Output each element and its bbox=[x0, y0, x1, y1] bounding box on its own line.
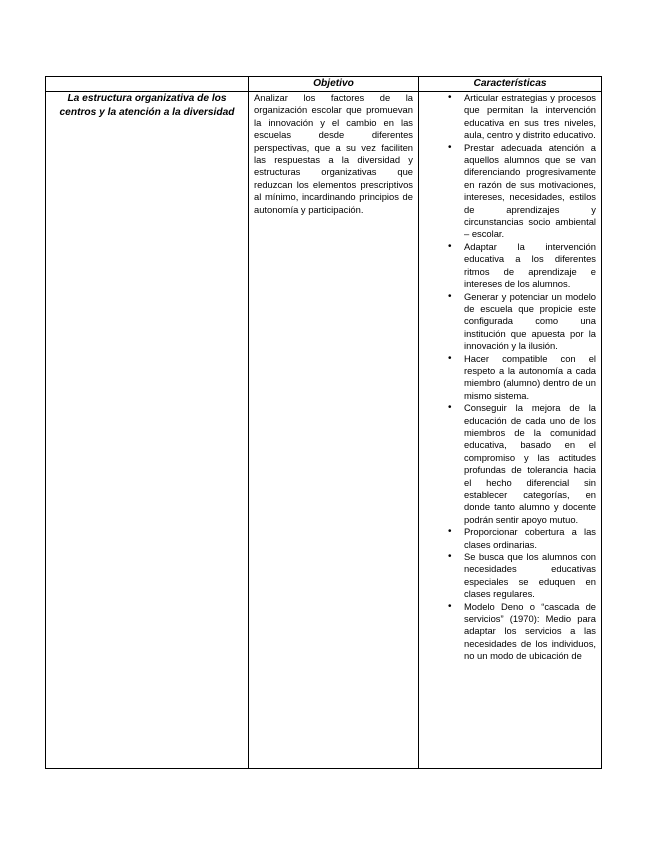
characteristics-list bbox=[424, 92, 596, 663]
list-item: • Hacer compatible con el respeto a la autonomía a cada miembro (alumno) dentro de un mismo sistema. bbox=[424, 353, 596, 403]
list-item: • Proporcionar cobertura a las clases ordinarias. bbox=[424, 526, 596, 551]
objective-cell: Analizar los factores de la organización escolar que promuevan la innovación y el cambio en las escuelas desde diferentes perspectivas, que a su vez faciliten las respuestas a la diversidad y estructuras organizativas que reduzcan los elementos prescriptivos al mínimo, incardinando principios de autonomía y participación. bbox=[249, 92, 419, 769]
list-item: • Prestar adecuada atención a aquellos alumnos que se van diferenciando progresivamente en razón de sus motivaciones, intereses, necesidades, estilos de aprendizajes y circunstancias socio ambiental – escolar. bbox=[424, 142, 596, 241]
characteristics-cell bbox=[419, 92, 602, 769]
document-table bbox=[45, 76, 602, 769]
list-item: • Articular estrategias y procesos que permitan la intervención educativa en sus tres niveles, aula, centro y distrito educativo. bbox=[424, 92, 596, 142]
list-item: • Conseguir la mejora de la educación de cada uno de los miembros de la comunidad educativa, basado en el compromiso y las actitudes profundas de tolerancia hacia el hecho diferencial sin establecer categorías, en donde tanto alumno y docente podrán sentir apoyo mutuo. bbox=[424, 402, 596, 526]
list-item: • Adaptar la intervención educativa a los diferentes ritmos de aprendizaje e intereses de los alumnos. bbox=[424, 241, 596, 291]
list-item: • Modelo Deno o “cascada de servicios” (1970): Medio para adaptar los servicios a las necesidades de los individuos, no un modo de ubicación de bbox=[424, 601, 596, 663]
list-item: • Se busca que los alumnos con necesidades educativas especiales se eduquen en clases regulares. bbox=[424, 551, 596, 601]
header-caracteristicas: Características bbox=[419, 77, 602, 92]
header-row bbox=[46, 77, 602, 92]
header-empty bbox=[46, 77, 249, 92]
list-item: • Generar y potenciar un modelo de escuela que propicie este configurada como una institución que apuesta por la innovación y la ilusión. bbox=[424, 291, 596, 353]
table-row bbox=[46, 92, 602, 769]
topic-cell: La estructura organizativa de los centros y la atención a la diversidad bbox=[46, 92, 249, 769]
header-objetivo: Objetivo bbox=[249, 77, 419, 92]
